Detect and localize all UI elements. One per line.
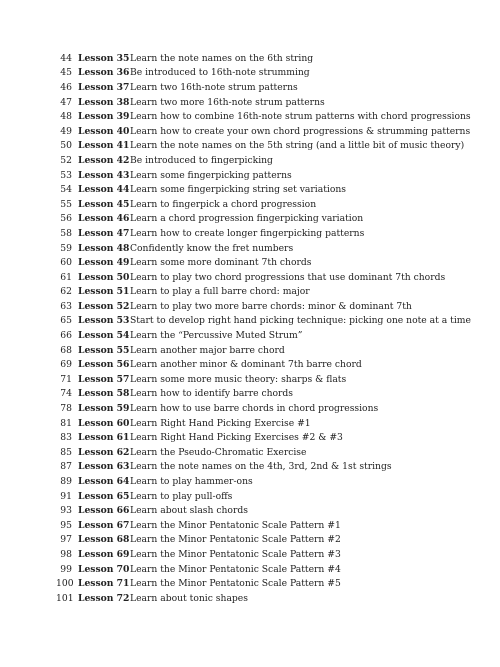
lesson-description: Learn the Minor Pentatonic Scale Pattern #5 (130, 578, 341, 590)
page-number: 46 (60, 81, 72, 93)
page-number: 56 (60, 213, 72, 225)
toc-entry[interactable] (56, 124, 500, 139)
toc-entry[interactable] (56, 314, 500, 329)
lesson-description: Learn some fingerpicking patterns (130, 169, 292, 181)
toc-entry[interactable] (56, 445, 500, 460)
page-number: 60 (60, 257, 72, 269)
lesson-number: Lesson 44 (78, 184, 130, 196)
page-number: 101 (56, 592, 74, 604)
toc-entry[interactable] (56, 372, 500, 387)
page-number: 95 (60, 519, 72, 531)
lesson-description: Learn the Minor Pentatonic Scale Pattern #1 (130, 519, 341, 531)
page-number: 68 (60, 344, 72, 356)
lesson-number: Lesson 66 (78, 505, 130, 517)
toc-entry[interactable] (56, 168, 500, 183)
toc-entry[interactable] (56, 80, 500, 95)
toc-entry[interactable] (56, 430, 500, 445)
lesson-description: Learn another minor & dominant 7th barre chord (130, 359, 362, 371)
lesson-number: Lesson 51 (78, 286, 130, 298)
toc-entry[interactable] (56, 241, 500, 256)
lesson-description: Learn Right Hand Picking Exercise #1 (130, 417, 311, 429)
page-number: 85 (60, 446, 72, 458)
toc-entry[interactable] (56, 139, 500, 154)
lesson-description: Learn to fingerpick a chord progression (130, 198, 317, 210)
toc-entry[interactable] (56, 109, 500, 124)
lesson-description: Learn the Minor Pentatonic Scale Pattern #3 (130, 548, 341, 560)
lesson-description: Be introduced to fingerpicking (130, 154, 273, 166)
lesson-number: Lesson 54 (78, 330, 130, 342)
toc-entry[interactable] (56, 212, 500, 227)
toc-entry[interactable] (56, 518, 500, 533)
lesson-number: Lesson 48 (78, 242, 130, 254)
toc-entry[interactable] (56, 255, 500, 270)
page-number: 53 (60, 169, 72, 181)
page-number: 47 (60, 96, 72, 108)
lesson-number: Lesson 56 (78, 359, 130, 371)
toc-entry[interactable] (56, 285, 500, 300)
lesson-number: Lesson 50 (78, 271, 130, 283)
toc-entry[interactable] (56, 416, 500, 431)
lesson-number: Lesson 37 (78, 81, 130, 93)
page-number: 44 (60, 52, 72, 64)
table-of-contents (56, 51, 500, 606)
lesson-description: Learn about slash chords (130, 505, 248, 517)
lesson-description: Confidently know the fret numbers (130, 242, 294, 254)
lesson-description: Learn two 16th-note strum patterns (130, 81, 298, 93)
lesson-number: Lesson 43 (78, 169, 130, 181)
toc-entry[interactable] (56, 576, 500, 591)
lesson-description: Learn how to use barre chords in chord progressions (130, 403, 379, 415)
page-number: 58 (60, 227, 72, 239)
page-number: 52 (60, 154, 72, 166)
toc-entry[interactable] (56, 474, 500, 489)
lesson-description: Learn the note names on the 4th, 3rd, 2nd & 1st strings (130, 461, 392, 473)
lesson-description: Learn how to create your own chord progressions & strumming patterns (130, 125, 471, 137)
lesson-description: Learn to play pull-offs (130, 490, 233, 502)
lesson-description: Learn how to create longer fingerpicking patterns (130, 227, 365, 239)
toc-entry[interactable] (56, 197, 500, 212)
page-number: 87 (60, 461, 72, 473)
page-number: 81 (60, 417, 72, 429)
lesson-description: Learn Right Hand Picking Exercises #2 & #3 (130, 432, 343, 444)
lesson-description: Learn the Minor Pentatonic Scale Pattern #2 (130, 534, 341, 546)
toc-entry[interactable] (56, 562, 500, 577)
lesson-number: Lesson 71 (78, 578, 130, 590)
toc-entry[interactable] (56, 357, 500, 372)
page-number: 97 (60, 534, 72, 546)
page-number: 83 (60, 432, 72, 444)
lesson-description: Learn two more 16th-note strum patterns (130, 96, 325, 108)
toc-entry[interactable] (56, 591, 500, 606)
lesson-description: Learn some fingerpicking string set variations (130, 184, 346, 196)
lesson-number: Lesson 70 (78, 563, 130, 575)
toc-entry[interactable] (56, 51, 500, 66)
lesson-description: Learn another major barre chord (130, 344, 285, 356)
toc-entry[interactable] (56, 343, 500, 358)
page-number: 54 (60, 184, 72, 196)
lesson-number: Lesson 64 (78, 476, 130, 488)
toc-entry[interactable] (56, 299, 500, 314)
lesson-number: Lesson 47 (78, 227, 130, 239)
lesson-description: Learn a chord progression fingerpicking variation (130, 213, 364, 225)
lesson-number: Lesson 53 (78, 315, 130, 327)
lesson-description: Start to develop right hand picking technique: picking one note at a time (130, 315, 471, 327)
page-number: 49 (60, 125, 72, 137)
toc-entry[interactable] (56, 533, 500, 548)
lesson-number: Lesson 41 (78, 140, 130, 152)
lesson-number: Lesson 46 (78, 213, 130, 225)
lesson-description: Learn some more music theory: sharps & flats (130, 373, 347, 385)
lesson-number: Lesson 72 (78, 592, 130, 604)
page-number: 98 (60, 548, 72, 560)
toc-entry[interactable] (56, 66, 500, 81)
page-number: 89 (60, 476, 72, 488)
lesson-description: Learn the note names on the 6th string (130, 52, 314, 64)
toc-entry[interactable] (56, 328, 500, 343)
lesson-description: Learn the note names on the 5th string (and a little bit of music theory) (130, 140, 465, 152)
lesson-description: Learn the “Percussive Muted Strum” (130, 330, 303, 342)
lesson-number: Lesson 39 (78, 111, 130, 123)
lesson-number: Lesson 69 (78, 548, 130, 560)
toc-entry[interactable] (56, 270, 500, 285)
lesson-description: Learn to play two more barre chords: minor & dominant 7th (130, 300, 412, 312)
page-number: 55 (60, 198, 72, 210)
page-number: 59 (60, 242, 72, 254)
lesson-description: Learn the Pseudo-Chromatic Exercise (130, 446, 307, 458)
lesson-number: Lesson 60 (78, 417, 130, 429)
lesson-description: Learn to play hammer-ons (130, 476, 253, 488)
lesson-number: Lesson 42 (78, 154, 130, 166)
lesson-description: Be introduced to 16th-note strumming (130, 67, 310, 79)
page-number: 61 (60, 271, 72, 283)
lesson-number: Lesson 65 (78, 490, 130, 502)
page-number: 66 (60, 330, 72, 342)
lesson-description: Learn to play two chord progressions that use dominant 7th chords (130, 271, 446, 283)
page-number: 45 (60, 67, 72, 79)
page-number: 48 (60, 111, 72, 123)
page-number: 99 (60, 563, 72, 575)
page-number: 65 (60, 315, 72, 327)
lesson-number: Lesson 68 (78, 534, 130, 546)
page-number: 100 (56, 578, 74, 590)
toc-entry[interactable] (56, 401, 500, 416)
page-number: 74 (60, 388, 72, 400)
toc-entry[interactable] (56, 547, 500, 562)
lesson-number: Lesson 35 (78, 52, 130, 64)
page-number: 93 (60, 505, 72, 517)
lesson-number: Lesson 38 (78, 96, 130, 108)
page-number: 62 (60, 286, 72, 298)
lesson-number: Lesson 52 (78, 300, 130, 312)
lesson-number: Lesson 36 (78, 67, 130, 79)
lesson-number: Lesson 55 (78, 344, 130, 356)
page-number: 71 (60, 373, 72, 385)
lesson-description: Learn how to identify barre chords (130, 388, 294, 400)
lesson-number: Lesson 59 (78, 403, 130, 415)
page-number: 78 (60, 403, 72, 415)
lesson-description: Learn how to combine 16th-note strum patterns with chord progressions (130, 111, 471, 123)
lesson-number: Lesson 63 (78, 461, 130, 473)
toc-entry[interactable] (56, 387, 500, 402)
lesson-number: Lesson 67 (78, 519, 130, 531)
lesson-number: Lesson 40 (78, 125, 130, 137)
page-number: 69 (60, 359, 72, 371)
lesson-number: Lesson 49 (78, 257, 130, 269)
toc-entry[interactable] (56, 460, 500, 475)
lesson-number: Lesson 61 (78, 432, 130, 444)
page-number: 50 (60, 140, 72, 152)
lesson-number: Lesson 58 (78, 388, 130, 400)
lesson-number: Lesson 57 (78, 373, 130, 385)
lesson-description: Learn about tonic shapes (130, 592, 248, 604)
toc-entry[interactable] (56, 503, 500, 518)
lesson-description: Learn the Minor Pentatonic Scale Pattern #4 (130, 563, 341, 575)
toc-entry[interactable] (56, 95, 500, 110)
page-number: 63 (60, 300, 72, 312)
toc-entry[interactable] (56, 489, 500, 504)
toc-entry[interactable] (56, 182, 500, 197)
lesson-number: Lesson 45 (78, 198, 130, 210)
lesson-description: Learn to play a full barre chord: major (130, 286, 310, 298)
page-number: 91 (60, 490, 72, 502)
lesson-description: Learn some more dominant 7th chords (130, 257, 312, 269)
toc-entry[interactable] (56, 153, 500, 168)
toc-entry[interactable] (56, 226, 500, 241)
lesson-number: Lesson 62 (78, 446, 130, 458)
